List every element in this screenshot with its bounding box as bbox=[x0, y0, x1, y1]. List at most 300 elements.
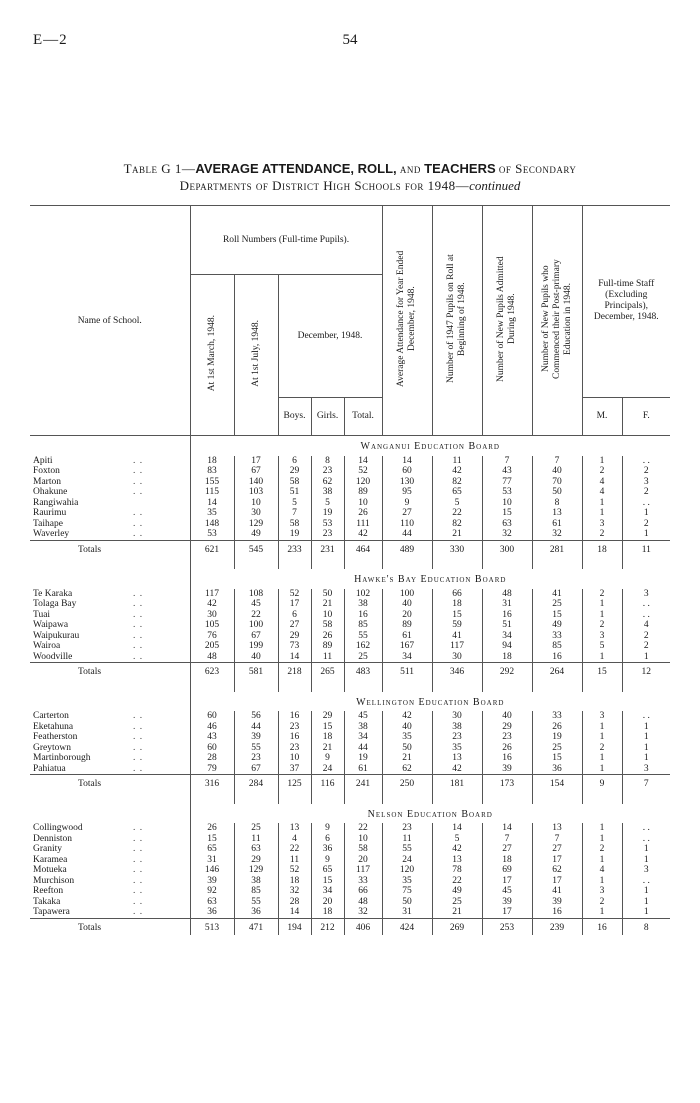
table-cell: 1 bbox=[622, 844, 670, 855]
leader-dots: . . bbox=[133, 854, 144, 865]
table-cell: 16 bbox=[532, 907, 582, 918]
leader-dots: . . bbox=[133, 896, 144, 907]
table-cell: 66 bbox=[344, 886, 382, 897]
table-cell: 1 bbox=[582, 610, 622, 621]
table-cell: 30 bbox=[432, 711, 482, 722]
title-and: and bbox=[399, 161, 421, 176]
leader-dots: . . bbox=[133, 907, 144, 918]
table-cell: 4 bbox=[278, 834, 311, 845]
totals-cell: 18 bbox=[582, 540, 622, 557]
table-cell: 22 bbox=[278, 844, 311, 855]
table-cell: 2 bbox=[582, 466, 622, 477]
table-cell: 28 bbox=[278, 897, 311, 908]
table-cell: 16 bbox=[482, 610, 532, 621]
totals-cell: 621 bbox=[190, 540, 234, 557]
table-cell: . . bbox=[622, 876, 670, 887]
table-cell: 130 bbox=[382, 477, 432, 488]
table-cell: 53 bbox=[482, 487, 532, 498]
table-cell: 60 bbox=[382, 466, 432, 477]
totals-cell: 181 bbox=[432, 775, 482, 792]
school-name: Taihape bbox=[33, 518, 63, 529]
table-row bbox=[30, 631, 670, 642]
table-cell: 4 bbox=[582, 865, 622, 876]
table-cell: 11 bbox=[278, 855, 311, 866]
table-cell: 11 bbox=[382, 834, 432, 845]
leader-dots bbox=[130, 498, 190, 509]
table-cell: 48 bbox=[482, 589, 532, 600]
table-cell: 44 bbox=[344, 743, 382, 754]
table-cell: 6 bbox=[278, 610, 311, 621]
table-cell: 3 bbox=[622, 764, 670, 775]
table-cell: 95 bbox=[382, 487, 432, 498]
table-cell: 36 bbox=[311, 844, 344, 855]
table-row bbox=[30, 456, 670, 467]
table-cell: 1 bbox=[582, 834, 622, 845]
table-cell: 2 bbox=[582, 743, 622, 754]
table-cell: . . bbox=[622, 498, 670, 509]
table-cell: 32 bbox=[482, 529, 532, 540]
school-name: Granity bbox=[33, 844, 63, 855]
table-cell: 39 bbox=[482, 764, 532, 775]
table-cell: 61 bbox=[344, 764, 382, 775]
table-cell: 25 bbox=[432, 897, 482, 908]
table-cell: 10 bbox=[482, 498, 532, 509]
table-cell: 6 bbox=[311, 834, 344, 845]
table-cell: 1 bbox=[582, 855, 622, 866]
table-cell: 14 bbox=[190, 498, 234, 509]
table-cell: 205 bbox=[190, 641, 234, 652]
table-cell: 18 bbox=[482, 855, 532, 866]
table-cell: 32 bbox=[532, 529, 582, 540]
school-name: Woodville bbox=[33, 651, 73, 662]
totals-cell: 253 bbox=[482, 918, 532, 935]
table-cell: 89 bbox=[382, 620, 432, 631]
table-cell: 43 bbox=[482, 466, 532, 477]
table-cell: 67 bbox=[234, 466, 278, 477]
school-name: Waverley bbox=[33, 529, 70, 540]
table-cell: 23 bbox=[278, 722, 311, 733]
leader-dots: . . bbox=[133, 588, 144, 599]
table-cell: 35 bbox=[190, 508, 234, 519]
school-name: Raurimu bbox=[33, 508, 67, 519]
table-cell: 61 bbox=[382, 631, 432, 642]
table-cell: 2 bbox=[622, 631, 670, 642]
table-cell: 42 bbox=[432, 466, 482, 477]
table-cell: 23 bbox=[311, 529, 344, 540]
table-cell: 13 bbox=[532, 508, 582, 519]
table-row bbox=[30, 844, 670, 855]
table-cell: 17 bbox=[234, 456, 278, 467]
spacer-row bbox=[30, 680, 670, 692]
table-cell: 27 bbox=[278, 620, 311, 631]
table-cell: 117 bbox=[432, 641, 482, 652]
table-body bbox=[30, 436, 670, 936]
totals-cell: 16 bbox=[582, 918, 622, 935]
leader-dots: . . bbox=[133, 599, 144, 610]
totals-label: Totals bbox=[30, 540, 130, 557]
col-header-total: Total. bbox=[344, 397, 382, 435]
school-name: Motueka bbox=[33, 865, 67, 876]
table-cell: 15 bbox=[482, 508, 532, 519]
table-cell: 48 bbox=[344, 897, 382, 908]
table-cell: 34 bbox=[482, 631, 532, 642]
board-heading-row bbox=[30, 569, 670, 589]
leader-dots: . . bbox=[133, 455, 144, 466]
col-header-roll-numbers: Roll Numbers (Full-time Pupils). bbox=[190, 206, 382, 275]
totals-cell: 233 bbox=[278, 540, 311, 557]
table-cell: 29 bbox=[311, 711, 344, 722]
table-row bbox=[30, 610, 670, 621]
col-header-avg-attendance: Average Attendance for Year Ended December, 1948. bbox=[382, 206, 432, 436]
totals-cell: 471 bbox=[234, 918, 278, 935]
col-header-m: M. bbox=[582, 397, 622, 435]
table-cell: 1 bbox=[622, 508, 670, 519]
table-cell: 33 bbox=[344, 876, 382, 887]
table-cell: 5 bbox=[432, 834, 482, 845]
board-name: Nelson Education Board bbox=[190, 804, 670, 824]
table-cell: 50 bbox=[311, 589, 344, 600]
totals-label: Totals bbox=[30, 663, 130, 680]
school-name: Pahiatua bbox=[33, 763, 66, 774]
table-cell: 20 bbox=[382, 610, 432, 621]
table-cell: 58 bbox=[311, 620, 344, 631]
table-cell: 146 bbox=[190, 865, 234, 876]
table-cell: 1 bbox=[582, 722, 622, 733]
table-cell: 30 bbox=[432, 652, 482, 663]
table-cell: 40 bbox=[382, 599, 432, 610]
table-cell: 2 bbox=[622, 466, 670, 477]
table-cell: 85 bbox=[532, 641, 582, 652]
table-cell: 1 bbox=[622, 732, 670, 743]
title-lead: Table G 1— bbox=[123, 161, 196, 176]
table-cell: 14 bbox=[382, 456, 432, 467]
table-cell: 10 bbox=[311, 610, 344, 621]
table-cell: 23 bbox=[278, 743, 311, 754]
table-cell: 10 bbox=[234, 498, 278, 509]
table-cell: 1 bbox=[582, 876, 622, 887]
table-row bbox=[30, 823, 670, 834]
totals-cell: 12 bbox=[622, 663, 670, 680]
leader-dots: . . bbox=[133, 630, 144, 641]
leader-dots: . . bbox=[133, 875, 144, 886]
table-row bbox=[30, 620, 670, 631]
table-cell: 16 bbox=[278, 732, 311, 743]
table-cell: 78 bbox=[432, 865, 482, 876]
table-cell: 5 bbox=[311, 498, 344, 509]
table-cell: 2 bbox=[622, 519, 670, 530]
table-cell: 1 bbox=[622, 529, 670, 540]
table-cell: 13 bbox=[532, 823, 582, 834]
table-cell: 3 bbox=[582, 631, 622, 642]
table-cell: 7 bbox=[482, 834, 532, 845]
table-cell: 129 bbox=[234, 519, 278, 530]
table-cell: 29 bbox=[482, 722, 532, 733]
table-cell: 63 bbox=[234, 844, 278, 855]
board-heading-row bbox=[30, 692, 670, 712]
table-cell: 36 bbox=[190, 907, 234, 918]
table-cell: 14 bbox=[278, 907, 311, 918]
table-cell: 1 bbox=[622, 886, 670, 897]
table-cell: 40 bbox=[234, 652, 278, 663]
table-cell: 82 bbox=[432, 477, 482, 488]
table-cell: 42 bbox=[432, 764, 482, 775]
table-cell: 36 bbox=[532, 764, 582, 775]
table-cell: 3 bbox=[622, 589, 670, 600]
table-cell: 60 bbox=[190, 711, 234, 722]
table-cell: 5 bbox=[432, 498, 482, 509]
table-cell: 85 bbox=[344, 620, 382, 631]
leader-dots: . . bbox=[133, 641, 144, 652]
table-title bbox=[20, 160, 680, 194]
table-cell: 100 bbox=[234, 620, 278, 631]
col-header-staff: Full-time Staff (Excluding Principals), December, 1948. bbox=[582, 206, 670, 398]
table-cell: 105 bbox=[190, 620, 234, 631]
table-cell: 103 bbox=[234, 487, 278, 498]
table-cell: 5 bbox=[582, 641, 622, 652]
table-cell: 1 bbox=[622, 652, 670, 663]
table-cell: 14 bbox=[432, 823, 482, 834]
table-cell: 23 bbox=[432, 732, 482, 743]
table-row bbox=[30, 753, 670, 764]
board-heading-row bbox=[30, 436, 670, 456]
table-cell: 199 bbox=[234, 641, 278, 652]
table-cell: 19 bbox=[311, 508, 344, 519]
table-cell: 33 bbox=[532, 631, 582, 642]
table-cell: 14 bbox=[344, 456, 382, 467]
school-name: Tapawera bbox=[33, 907, 70, 918]
table-cell: . . bbox=[622, 610, 670, 621]
totals-row bbox=[30, 540, 670, 557]
table-cell: 60 bbox=[190, 743, 234, 754]
totals-row bbox=[30, 663, 670, 680]
page-number: 54 bbox=[342, 32, 358, 48]
table-cell: 38 bbox=[432, 722, 482, 733]
leader-dots bbox=[130, 663, 190, 680]
table-cell: 51 bbox=[278, 487, 311, 498]
table-cell: 26 bbox=[311, 631, 344, 642]
totals-cell: 292 bbox=[482, 663, 532, 680]
table-cell: 44 bbox=[382, 529, 432, 540]
table-cell: 67 bbox=[234, 631, 278, 642]
title-line2: Departments of District High Schools for 1948— bbox=[179, 178, 470, 193]
table-cell: 25 bbox=[532, 743, 582, 754]
leader-dots: . . bbox=[133, 865, 144, 876]
table-cell: 1 bbox=[582, 498, 622, 509]
table-cell: 36 bbox=[234, 907, 278, 918]
table-cell: 110 bbox=[382, 519, 432, 530]
table-cell: 19 bbox=[344, 753, 382, 764]
table-cell: 30 bbox=[190, 610, 234, 621]
title-bold2: TEACHERS bbox=[424, 161, 496, 176]
table-row bbox=[30, 519, 670, 530]
leader-dots: . . bbox=[133, 466, 144, 477]
table-cell: 1 bbox=[582, 599, 622, 610]
leader-dots: . . bbox=[133, 651, 144, 662]
table-cell: 17 bbox=[482, 876, 532, 887]
table-cell: 108 bbox=[234, 589, 278, 600]
table-cell: 13 bbox=[278, 823, 311, 834]
table-cell: 15 bbox=[311, 722, 344, 733]
table-cell: 26 bbox=[190, 823, 234, 834]
col-header-roll-1947: Number of 1947 Pupils on Roll at Beginning of 1948. bbox=[432, 206, 482, 436]
table-cell: 38 bbox=[311, 487, 344, 498]
table-cell: 4 bbox=[582, 477, 622, 488]
school-name: Karamea bbox=[33, 854, 68, 865]
table-cell: 7 bbox=[532, 834, 582, 845]
leader-dots: . . bbox=[133, 529, 144, 540]
table-cell: 42 bbox=[344, 529, 382, 540]
totals-cell: 194 bbox=[278, 918, 311, 935]
table-row bbox=[30, 599, 670, 610]
leader-dots: . . bbox=[133, 753, 144, 764]
table-cell: . . bbox=[622, 823, 670, 834]
totals-cell: 281 bbox=[532, 540, 582, 557]
table-row bbox=[30, 529, 670, 540]
table-cell: 8 bbox=[311, 456, 344, 467]
board-name: Hawke's Bay Education Board bbox=[190, 569, 670, 589]
table-cell: 115 bbox=[190, 487, 234, 498]
table-cell: 15 bbox=[532, 610, 582, 621]
totals-label: Totals bbox=[30, 918, 130, 935]
table-cell: 62 bbox=[311, 477, 344, 488]
table-cell: 1 bbox=[622, 897, 670, 908]
board-name: Wellington Education Board bbox=[190, 692, 670, 712]
table-cell: 20 bbox=[311, 897, 344, 908]
table-cell: 8 bbox=[532, 498, 582, 509]
table-cell: 63 bbox=[482, 519, 532, 530]
table-cell: 2 bbox=[622, 641, 670, 652]
table-cell: 17 bbox=[482, 907, 532, 918]
totals-cell: 154 bbox=[532, 775, 582, 792]
table-cell: 27 bbox=[482, 844, 532, 855]
table-cell: 102 bbox=[344, 589, 382, 600]
table-cell: 55 bbox=[382, 844, 432, 855]
totals-cell: 9 bbox=[582, 775, 622, 792]
table-cell: 35 bbox=[432, 743, 482, 754]
table-cell: 7 bbox=[278, 508, 311, 519]
leader-dots: . . bbox=[133, 844, 144, 855]
table-cell: 21 bbox=[382, 753, 432, 764]
table-cell: 65 bbox=[311, 865, 344, 876]
table-row bbox=[30, 498, 670, 509]
table-cell: 1 bbox=[582, 907, 622, 918]
table-cell: 18 bbox=[278, 876, 311, 887]
school-name: Greytown bbox=[33, 742, 71, 753]
totals-cell: 511 bbox=[382, 663, 432, 680]
totals-cell: 513 bbox=[190, 918, 234, 935]
school-name: Tolaga Bay bbox=[33, 599, 77, 610]
school-name: Eketahuna bbox=[33, 721, 74, 732]
table-cell: 15 bbox=[190, 834, 234, 845]
totals-cell: 581 bbox=[234, 663, 278, 680]
table-cell: 9 bbox=[311, 753, 344, 764]
table-cell: 21 bbox=[432, 907, 482, 918]
col-header-name: Name of School. bbox=[30, 206, 190, 436]
table-cell: 31 bbox=[482, 599, 532, 610]
table-cell: 11 bbox=[432, 456, 482, 467]
table-cell: 167 bbox=[382, 641, 432, 652]
table-cell: 39 bbox=[482, 897, 532, 908]
table-row bbox=[30, 743, 670, 754]
table-cell: 61 bbox=[532, 519, 582, 530]
table-row bbox=[30, 907, 670, 918]
totals-row bbox=[30, 775, 670, 792]
leader-dots: . . bbox=[133, 476, 144, 487]
table-cell: 38 bbox=[344, 599, 382, 610]
table-row bbox=[30, 466, 670, 477]
col-header-new-pupils: Number of New Pupils Admitted During 1948. bbox=[482, 206, 532, 436]
table-row bbox=[30, 652, 670, 663]
school-name: Wairoa bbox=[33, 641, 61, 652]
table-cell: 83 bbox=[190, 466, 234, 477]
table-cell: 1 bbox=[582, 823, 622, 834]
table-cell: 1 bbox=[622, 743, 670, 754]
table-row bbox=[30, 477, 670, 488]
table-row bbox=[30, 855, 670, 866]
table-cell: 1 bbox=[582, 753, 622, 764]
leader-dots: . . bbox=[133, 823, 144, 834]
table-cell: 34 bbox=[344, 732, 382, 743]
col-header-girls: Girls. bbox=[311, 397, 344, 435]
table-cell: 29 bbox=[234, 855, 278, 866]
table-cell: 2 bbox=[582, 620, 622, 631]
table-cell: 6 bbox=[278, 456, 311, 467]
table-cell: 162 bbox=[344, 641, 382, 652]
school-name: Tuai bbox=[33, 609, 51, 620]
leader-dots bbox=[130, 918, 190, 935]
totals-cell: 489 bbox=[382, 540, 432, 557]
table-cell: . . bbox=[622, 834, 670, 845]
table-cell: 26 bbox=[532, 722, 582, 733]
table-cell: 2 bbox=[622, 487, 670, 498]
table-cell: 18 bbox=[482, 652, 532, 663]
table-cell: 41 bbox=[532, 886, 582, 897]
table-cell: 65 bbox=[190, 844, 234, 855]
table-cell: 75 bbox=[382, 886, 432, 897]
totals-cell: 623 bbox=[190, 663, 234, 680]
spacer-row bbox=[30, 557, 670, 569]
table-cell: 14 bbox=[482, 823, 532, 834]
title-rest: of Secondary bbox=[498, 161, 577, 176]
totals-cell: 545 bbox=[234, 540, 278, 557]
school-name: Waipawa bbox=[33, 620, 69, 631]
table-cell: 46 bbox=[190, 722, 234, 733]
table-cell: 24 bbox=[311, 764, 344, 775]
table-cell: 19 bbox=[532, 732, 582, 743]
table-row bbox=[30, 865, 670, 876]
table-cell: 89 bbox=[311, 641, 344, 652]
table-cell: 44 bbox=[234, 722, 278, 733]
table-cell: 69 bbox=[482, 865, 532, 876]
table-cell: 1 bbox=[582, 732, 622, 743]
table-cell: 50 bbox=[382, 897, 432, 908]
table-cell: 1 bbox=[622, 753, 670, 764]
table-cell: 52 bbox=[344, 466, 382, 477]
table-cell: 30 bbox=[234, 508, 278, 519]
totals-cell: 483 bbox=[344, 663, 382, 680]
table-cell: 40 bbox=[382, 722, 432, 733]
totals-cell: 264 bbox=[532, 663, 582, 680]
table-cell: 16 bbox=[344, 610, 382, 621]
totals-cell: 8 bbox=[622, 918, 670, 935]
table-row bbox=[30, 487, 670, 498]
table-cell: 7 bbox=[482, 456, 532, 467]
totals-cell: 330 bbox=[432, 540, 482, 557]
school-name: Martinborough bbox=[33, 753, 91, 764]
table-cell: 33 bbox=[532, 711, 582, 722]
col-header-march: At 1st March, 1948. bbox=[190, 275, 234, 436]
table-cell: 148 bbox=[190, 519, 234, 530]
